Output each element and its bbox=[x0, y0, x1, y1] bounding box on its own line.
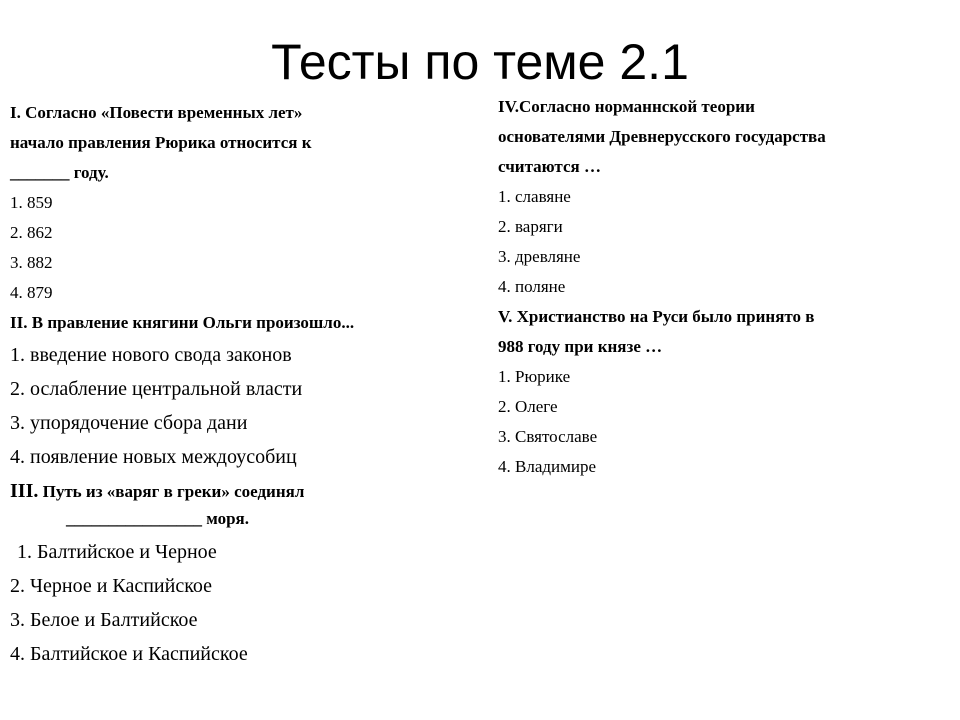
question-4-option-2: 2. варяги bbox=[498, 217, 563, 236]
question-3-option-1: 1. Балтийское и Черное bbox=[17, 541, 217, 563]
right-column bbox=[498, 92, 948, 482]
slide-title: Тесты по теме 2.1 bbox=[271, 34, 689, 90]
question-5 bbox=[498, 302, 948, 482]
question-3-option-2: 2. Черное и Каспийское bbox=[10, 575, 213, 597]
question-4-option-3: 3. древляне bbox=[498, 247, 581, 266]
question-5-option-4: 4. Владимире bbox=[498, 457, 597, 476]
question-4-text-line-1: IV.Согласно норманнской теории bbox=[498, 97, 755, 116]
question-2-option-4: 4. появление новых междоусобиц bbox=[10, 446, 297, 468]
question-2-text: II. В правление княгини Ольги произошло... bbox=[10, 313, 355, 332]
question-4 bbox=[498, 92, 948, 302]
question-3-number: III. bbox=[10, 480, 39, 502]
question-1 bbox=[10, 98, 480, 308]
question-2 bbox=[10, 308, 480, 474]
question-5-option-1: 1. Рюрике bbox=[498, 367, 571, 386]
question-1-option-2: 2. 862 bbox=[10, 223, 53, 242]
question-3 bbox=[10, 476, 480, 671]
question-3-text-line-2: ________________ моря. bbox=[66, 509, 250, 528]
question-5-text-line-2: 988 году при князе … bbox=[498, 337, 663, 356]
question-4-text-line-2: основателями Древнерусского государства bbox=[498, 127, 826, 146]
question-1-option-4: 4. 879 bbox=[10, 283, 53, 302]
question-1-text-line-1: I. Согласно «Повести временных лет» bbox=[10, 103, 303, 122]
question-3-option-3: 3. Белое и Балтийское bbox=[10, 609, 198, 631]
question-4-option-1: 1. славяне bbox=[498, 187, 571, 206]
question-3-text-line-1 bbox=[10, 476, 480, 507]
question-2-option-2: 2. ослабление центральной власти bbox=[10, 378, 303, 400]
question-4-option-4: 4. поляне bbox=[498, 277, 566, 296]
question-1-option-1: 1. 859 bbox=[10, 193, 53, 212]
question-5-option-3: 3. Святославе bbox=[498, 427, 598, 446]
question-1-text-line-3: _______ году. bbox=[10, 163, 109, 182]
question-3-option-4: 4. Балтийское и Каспийское bbox=[10, 643, 248, 665]
question-1-text-line-2: начало правления Рюрика относится к bbox=[10, 133, 312, 152]
question-4-text-line-3: считаются … bbox=[498, 157, 601, 176]
left-column bbox=[10, 98, 480, 671]
question-5-text-line-1: V. Христианство на Руси было принято в bbox=[498, 307, 815, 326]
question-1-option-3: 3. 882 bbox=[10, 253, 53, 272]
question-3-text-rest: Путь из «варяг в греки» соединял bbox=[38, 482, 305, 501]
question-2-option-3: 3. упорядочение сбора дани bbox=[10, 412, 248, 434]
question-2-option-1: 1. введение нового свода законов bbox=[10, 344, 292, 366]
question-5-option-2: 2. Олеге bbox=[498, 397, 558, 416]
